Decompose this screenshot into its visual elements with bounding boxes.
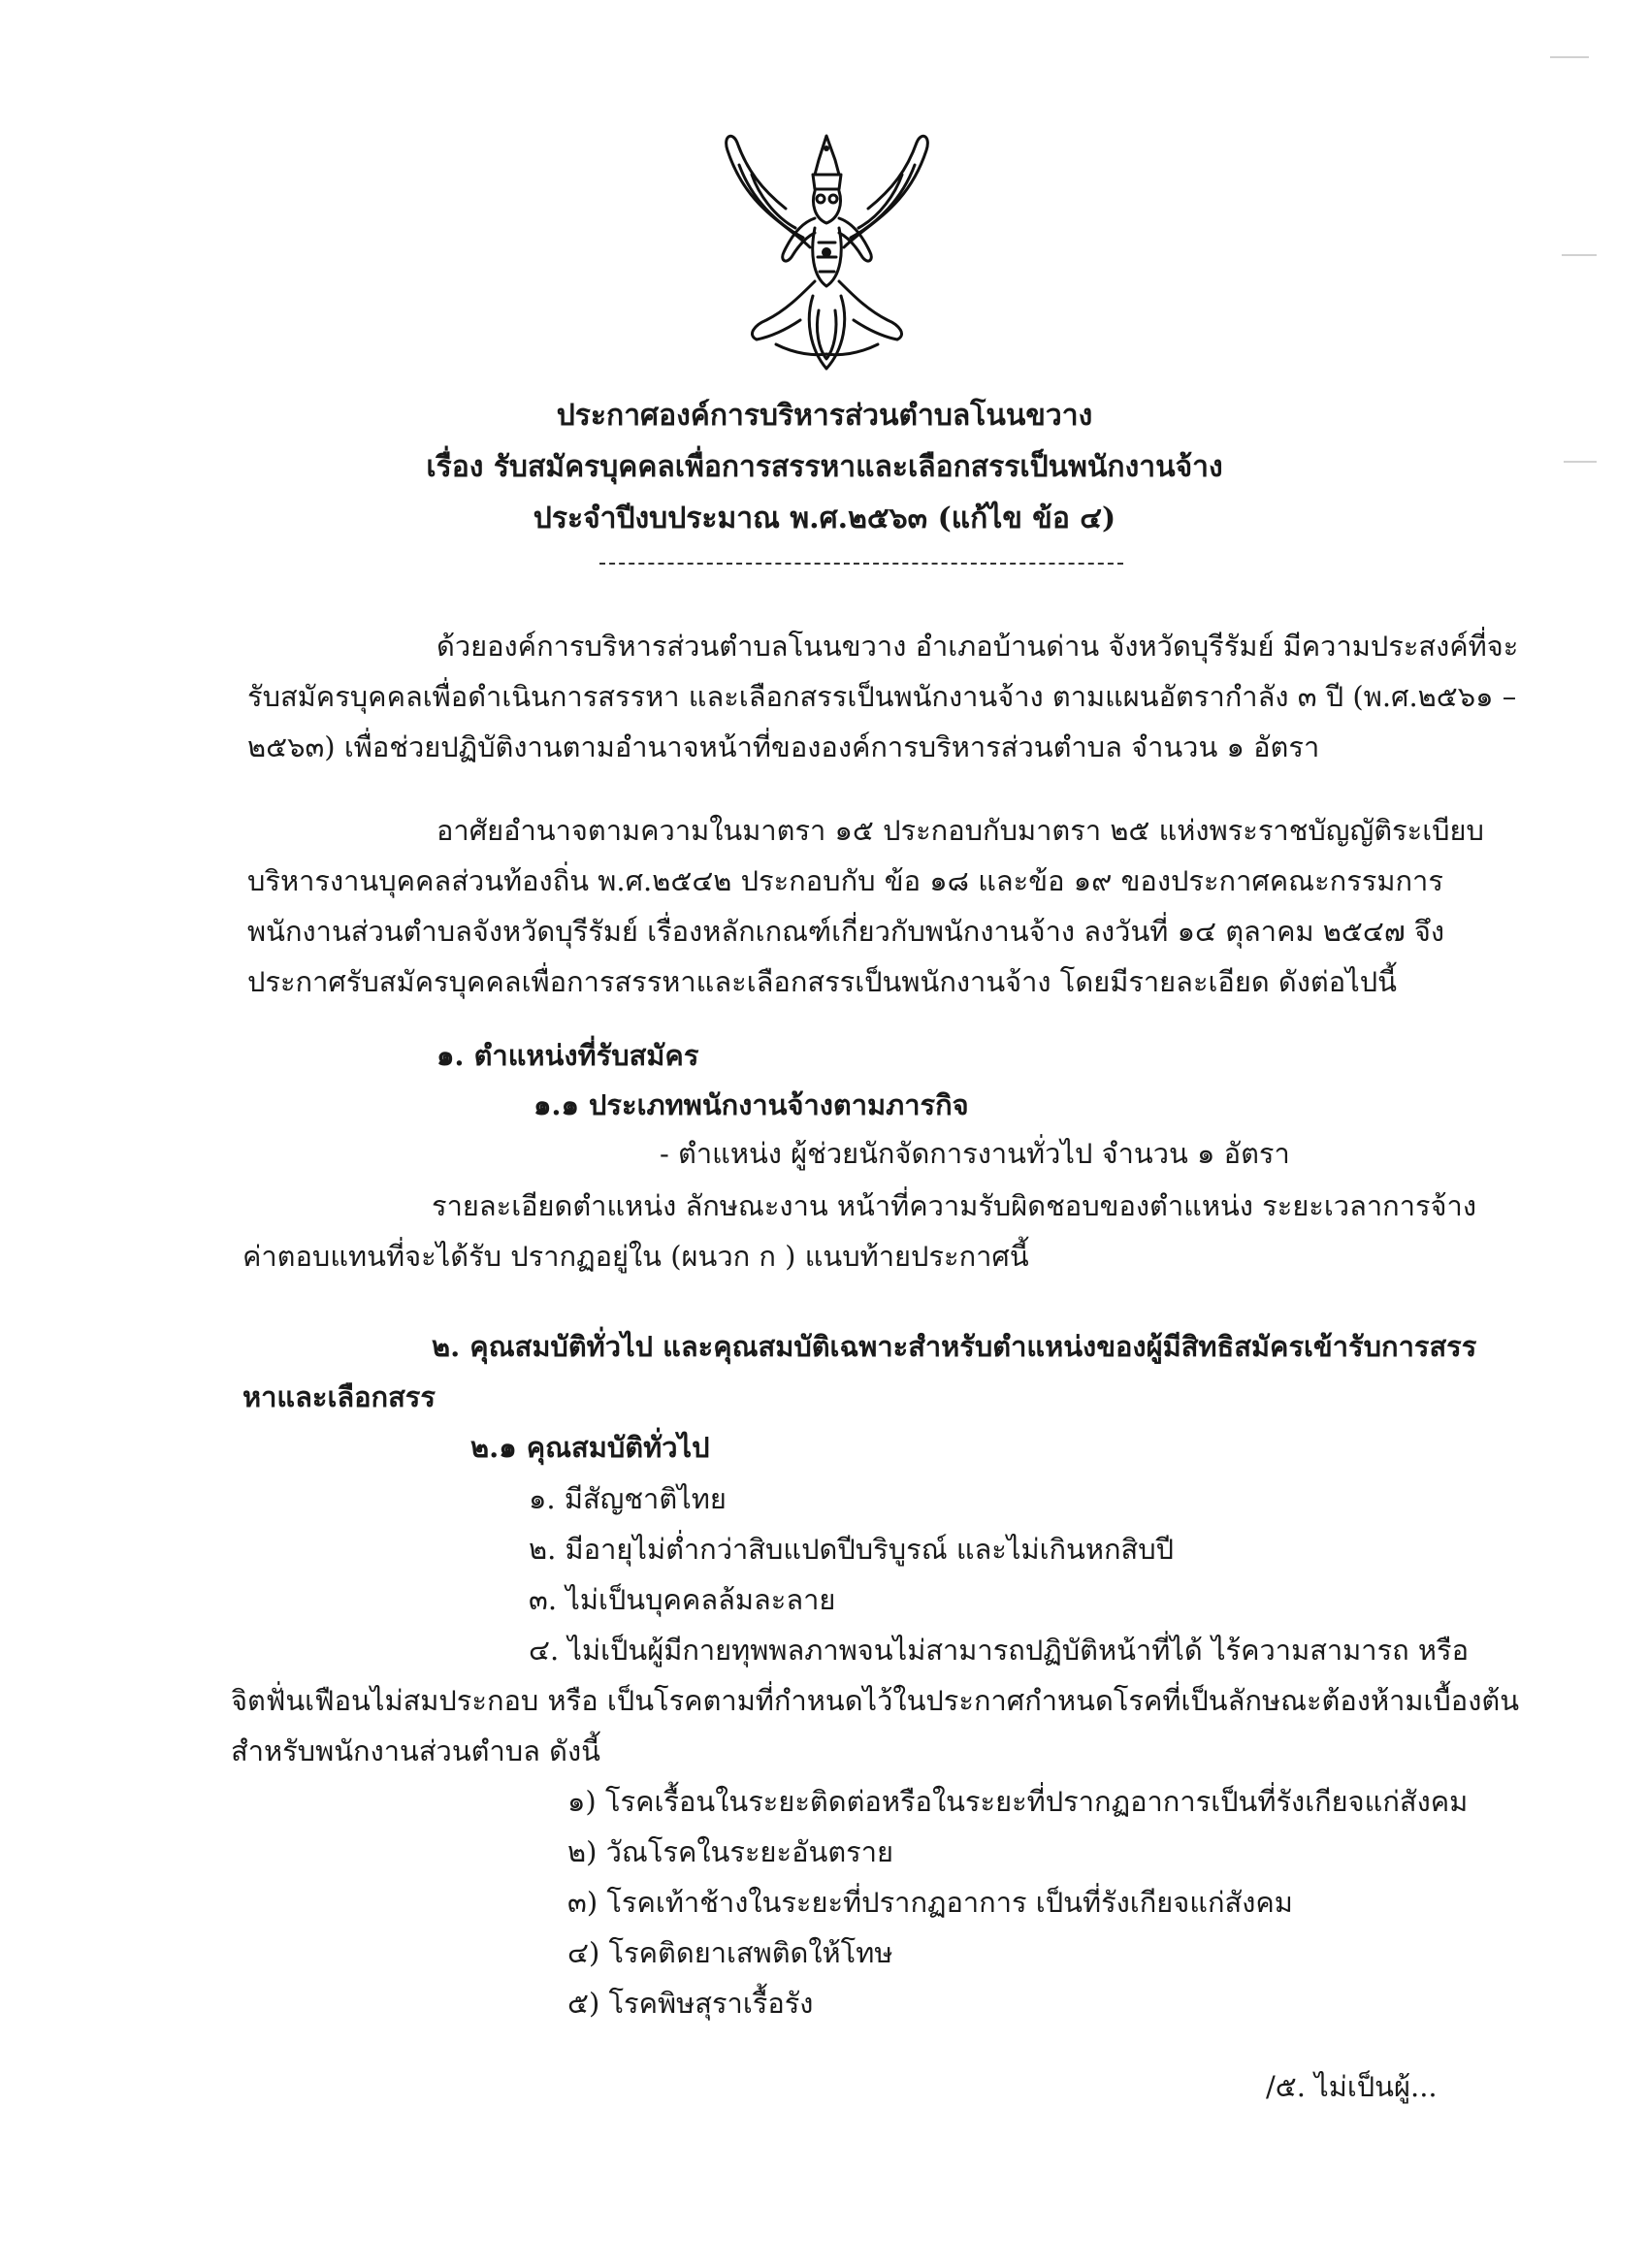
paragraph-line: พนักงานส่วนตำบลจังหวัดบุรีรัมย์ เรื่องหลักเกณฑ์เกี่ยวกับพนักงานจ้าง ลงวันที่ ๑๔ ตุลาคม ๒๕๔๗ จึง [247, 915, 1445, 948]
paragraph-line: สำหรับพนักงานส่วนตำบล ดังนี้ [231, 1734, 600, 1767]
paragraph-line [247, 805, 1484, 856]
announcement-title [291, 390, 1358, 544]
paragraph-line: ประกาศรับสมัครบุคคลเพื่อการสรรหาและเลือกสรรเป็นพนักงานจ้าง โดยมีรายละเอียด ดังต่อไปนี้ [247, 965, 1397, 998]
fiscal-year-line: ประจำปีงบประมาณ พ.ศ.๒๕๖๓ (แก้ไข ข้อ ๔) [533, 502, 1116, 535]
title-divider [599, 563, 1123, 565]
qualification-item: ๑. มีสัญชาติไทย [529, 1482, 727, 1515]
page-continuation: /๕. ไม่เป็นผู้... [1266, 2070, 1438, 2103]
section-2-1-heading: ๒.๑ คุณสมบัติทั่วไป [470, 1431, 710, 1464]
qualification-item: ๔. ไม่เป็นผู้มีกายทุพพลภาพจนไม่สามารถปฏิบัติหน้าที่ได้ ไร้ความสามารถ หรือ [529, 1634, 1470, 1667]
intro-paragraph-2 [247, 805, 1484, 1007]
disease-item: ๒) วัณโรคในระยะอันตราย [567, 1835, 894, 1868]
paragraph-text: อาศัยอำนาจตามความในมาตรา ๑๕ ประกอบกับมาตรา ๒๕ แห่งพระราชบัญญัติระเบียบ [436, 814, 1484, 847]
qualification-item-continuation [231, 1675, 1519, 1776]
position-detail [242, 1181, 1476, 1281]
qualification-item: ๒. มีอายุไม่ต่ำกว่าสิบแปดปีบริบูรณ์ และไม่เกินหกสิบปี [529, 1533, 1175, 1566]
paragraph-line: ค่าตอบแทนที่จะได้รับ ปรากฏอยู่ใน (ผนวก ก ) แนบท้ายประกาศนี้ [242, 1240, 1029, 1273]
intro-paragraph-1 [247, 621, 1518, 772]
paragraph-line: รับสมัครบุคคลเพื่อดำเนินการสรรหา และเลือกสรรเป็นพนักงานจ้าง ตามแผนอัตรากำลัง ๓ ปี (พ.ศ.๒๕๖๑ – [247, 680, 1517, 713]
paragraph-line [242, 1181, 1476, 1231]
heading-text: ๒. คุณสมบัติทั่วไป และคุณสมบัติเฉพาะสำหรับตำแหน่งของผู้มีสิทธิสมัครเข้ารับการสรร [432, 1330, 1477, 1363]
disease-item: ๓) โรคเท้าช้างในระยะที่ปรากฏอาการ เป็นที่รังเกียจแก่สังคม [567, 1886, 1293, 1919]
qualification-item: ๓. ไม่เป็นบุคคลล้มละลาย [529, 1583, 836, 1616]
scan-speck [1564, 461, 1597, 463]
position-line: - ตำแหน่ง ผู้ช่วยนักจัดการงานทั่วไป จำนวน ๑ อัตรา [660, 1137, 1290, 1170]
paragraph-text: ด้วยองค์การบริหารส่วนตำบลโนนขวาง อำเภอบ้านด่าน จังหวัดบุรีรัมย์ มีความประสงค์ที่จะ [436, 630, 1519, 663]
garuda-emblem-icon [718, 131, 936, 373]
paragraph-line: จิตฟั่นเฟือนไม่สมประกอบ หรือ เป็นโรคตามที่กำหนดไว้ในประกาศกำหนดโรคที่เป็นลักษณะต้องห้ามเบื้องต้น [231, 1684, 1520, 1717]
paragraph-text: รายละเอียดตำแหน่ง ลักษณะงาน หน้าที่ความรับผิดชอบของตำแหน่ง ระยะเวลาการจ้าง [432, 1189, 1476, 1222]
scan-speck [1562, 254, 1597, 256]
paragraph-line: ๒๕๖๓) เพื่อช่วยปฏิบัติงานตามอำนาจหน้าที่ขององค์การบริหารส่วนตำบล จำนวน ๑ อัตรา [247, 730, 1320, 763]
disease-item: ๔) โรคติดยาเสพติดให้โทษ [567, 1936, 893, 1969]
paragraph-line [242, 1321, 1476, 1372]
section-2-heading [242, 1321, 1476, 1422]
disease-item: ๑) โรคเรื้อนในระยะติดต่อหรือในระยะที่ปรากฏอาการเป็นที่รังเกียจแก่สังคม [567, 1785, 1469, 1818]
subject-line: เรื่อง รับสมัครบุคคลเพื่อการสรรหาและเลือกสรรเป็นพนักงานจ้าง [426, 450, 1223, 484]
title-line: ประกาศองค์การบริหารส่วนตำบลโนนขวาง [556, 399, 1093, 433]
disease-item: ๕) โรคพิษสุราเรื้อรัง [567, 1987, 814, 2020]
section-1-1-heading: ๑.๑ ประเภทพนักงานจ้างตามภารกิจ [534, 1088, 969, 1121]
paragraph-line: บริหารงานบุคคลส่วนท้องถิ่น พ.ศ.๒๕๔๒ ประกอบกับ ข้อ ๑๘ และข้อ ๑๙ ของประกาศคณะกรรมการ [247, 864, 1443, 897]
paragraph-line: หาและเลือกสรร [242, 1380, 436, 1413]
scan-speck [1550, 56, 1589, 58]
section-1-heading: ๑. ตำแหน่งที่รับสมัคร [436, 1039, 699, 1072]
paragraph-line [247, 621, 1518, 671]
